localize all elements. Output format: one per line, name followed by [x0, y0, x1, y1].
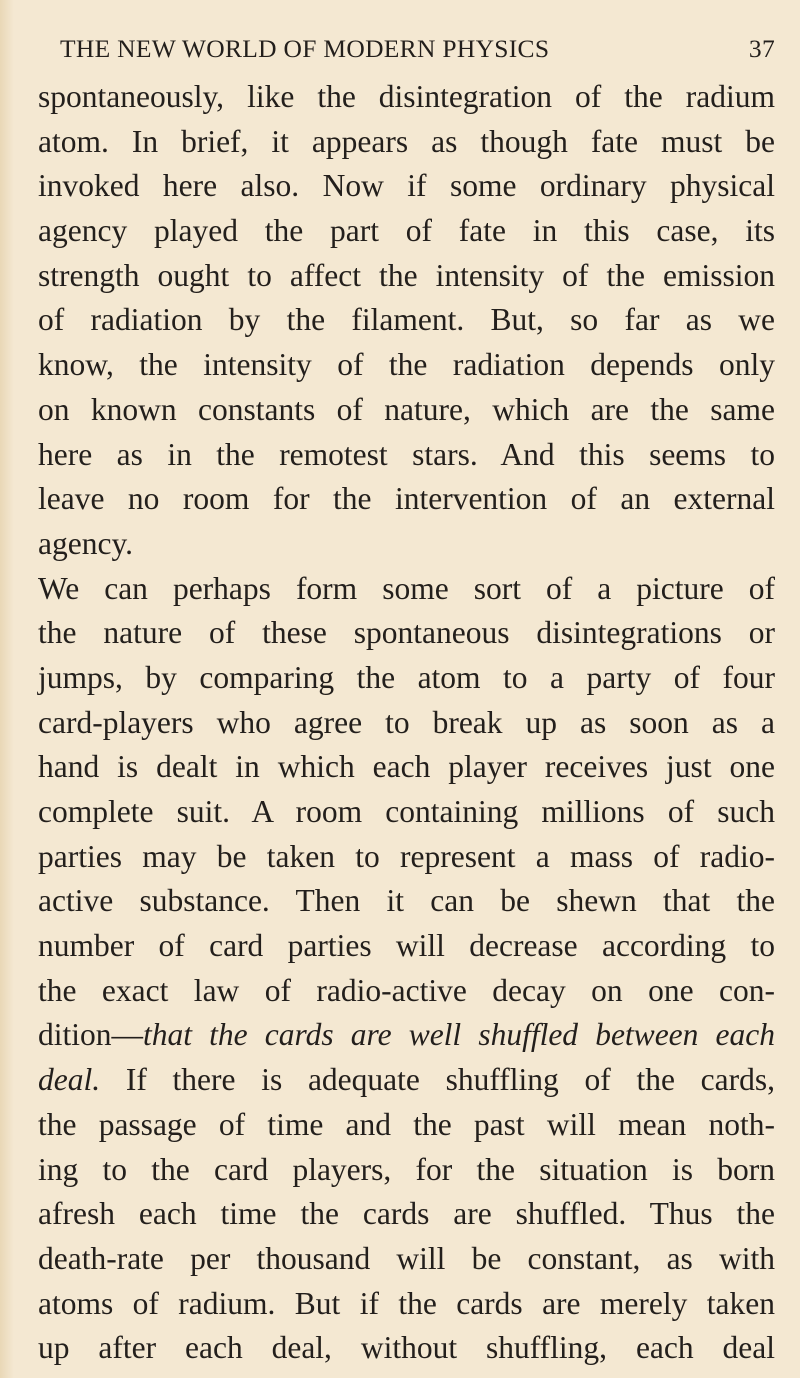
- text-span: number of card parties will decrease according to: [38, 928, 775, 964]
- text-line: [38, 343, 775, 388]
- text-line: [38, 477, 775, 522]
- text-line: [38, 611, 775, 656]
- text-line: [38, 1148, 775, 1193]
- text-line: [38, 388, 775, 433]
- text-span: the exact law of radio-active decay on one con-: [38, 972, 775, 1008]
- text-span: active substance. Then it can be shewn that the: [38, 883, 775, 919]
- italic-text: deal.: [38, 1062, 101, 1098]
- text-line: [38, 969, 775, 1014]
- text-span: leave no room for the intervention of an external: [38, 481, 775, 517]
- text-line: [38, 75, 775, 120]
- text-span: hand is dealt in which each player receives just one: [38, 749, 775, 785]
- text-line: [38, 835, 775, 880]
- text-span: If there is adequate shuffling of the cards,: [100, 1062, 775, 1098]
- text-line: [38, 433, 775, 478]
- text-line: [38, 790, 775, 835]
- text-span: spontaneously, like the disintegration of the radium: [38, 79, 775, 114]
- text-line: [38, 1058, 775, 1103]
- text-line: [38, 745, 775, 790]
- text-line: [38, 879, 775, 924]
- text-span: agency.: [38, 525, 134, 561]
- text-span: dition—: [38, 1017, 144, 1053]
- text-line: [38, 567, 775, 612]
- text-span: atoms of radium. But if the cards are merely taken: [38, 1285, 775, 1321]
- running-title: THE NEW WORLD OF MODERN PHYSICS: [60, 34, 550, 63]
- text-line: [38, 701, 775, 746]
- running-header: [60, 34, 775, 68]
- text-line: [38, 209, 775, 254]
- text-line: [38, 1013, 775, 1058]
- text-line: [38, 254, 775, 299]
- text-line: [38, 1282, 775, 1327]
- text-span: know, the intensity of the radiation depends only: [38, 347, 775, 383]
- text-span: up after each deal, without shuffling, each deal: [38, 1330, 775, 1366]
- text-line: [38, 656, 775, 701]
- text-line: [38, 1103, 775, 1148]
- text-span: card-players who agree to break up as soon as a: [38, 704, 775, 740]
- text-span: the nature of these spontaneous disintegrations or: [38, 615, 775, 651]
- page-number: 37: [748, 34, 775, 63]
- text-span: invoked here also. Now if some ordinary physical: [38, 168, 775, 204]
- text-line: [38, 298, 775, 343]
- text-span: of radiation by the filament. But, so far as we: [38, 302, 775, 338]
- text-span: on known constants of nature, which are the same: [38, 391, 775, 427]
- text-span: afresh each time the cards are shuffled. Thus the: [38, 1196, 775, 1232]
- text-line: [38, 164, 775, 209]
- text-line: [38, 1192, 775, 1237]
- text-span: here as in the remotest stars. And this seems to: [38, 436, 775, 472]
- body-text: [38, 75, 775, 1371]
- text-line: [38, 522, 775, 567]
- text-span: atom. In brief, it appears as though fate must be: [38, 123, 775, 159]
- page-edge-shadow: [0, 0, 14, 1378]
- text-span: death-rate per thousand will be constant, as with: [38, 1240, 775, 1276]
- text-line: [38, 1326, 775, 1371]
- text-span: agency played the part of fate in this case, its: [38, 213, 775, 249]
- text-span: strength ought to affect the intensity of the emission: [38, 257, 775, 293]
- text-span: We can perhaps form some sort of a picture of: [38, 570, 775, 606]
- text-span: complete suit. A room containing millions of such: [38, 794, 775, 829]
- italic-text: that the cards are well shuffled between each: [143, 1017, 775, 1053]
- text-span: the passage of time and the past will mean noth-: [38, 1106, 775, 1142]
- text-span: parties may be taken to represent a mass of radio-: [38, 838, 775, 874]
- text-span: ing to the card players, for the situation is born: [38, 1151, 775, 1187]
- text-line: [38, 924, 775, 969]
- text-span: jumps, by comparing the atom to a party of four: [38, 659, 775, 695]
- text-line: [38, 1237, 775, 1282]
- text-line: [38, 120, 775, 165]
